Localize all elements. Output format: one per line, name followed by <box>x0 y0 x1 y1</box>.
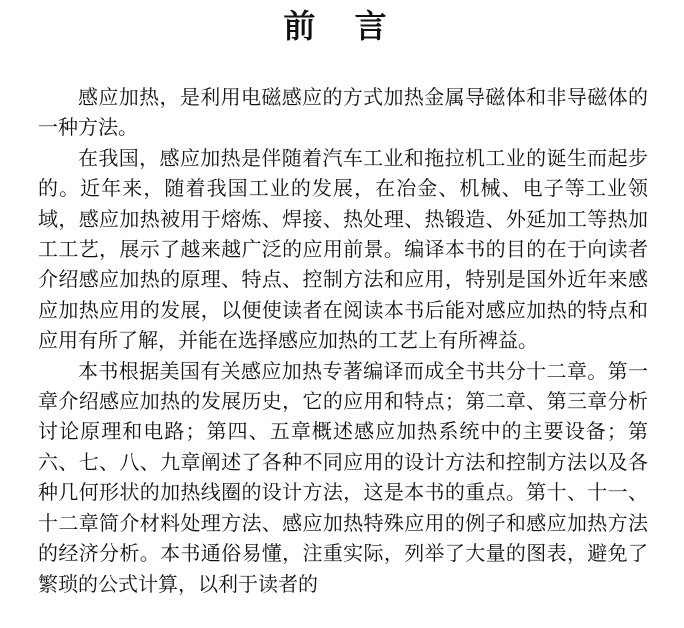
document-body <box>38 82 648 599</box>
paragraph-2: 在我国，感应加热是伴随着汽车工业和拖拉机工业的诞生而起步的。近年来，随着我国工业的发展，在冶金、机械、电子等工业领域，感应加热被用于熔炼、焊接、热处理、热锻造、外延加工等热加工工艺，展示了越来越广泛的应用前景。编译本书的目的在于向读者介绍感应加热的原理、特点、控制方法和应用，特别是国外近年来感应加热应用的发展，以便使读者在阅读本书后能对感应加热的特点和应用有所了解，并能在选择感应加热的工艺上有所裨益。 <box>38 145 648 353</box>
paragraph-1: 感应加热，是利用电磁感应的方式加热金属导磁体和非导磁体的一种方法。 <box>38 85 648 140</box>
paragraph-3: 本书根据美国有关感应加热专著编译而成全书共分十二章。第一章介绍感应加热的发展历史，它的应用和特点；第二章、第三章分析讨论原理和电路；第四、五章概述感应加热系统中的主要设备；第六、七、八、九章阐述了各种不同应用的设计方法和控制方法以及各种几何形状的加热线圈的设计方法，这是本书的重点。第十、十一、十二章简介材料处理方法、感应加热特殊应用的例子和感应加热方法的经济分析。本书通俗易懂，注重实际，列举了大量的图表，避免了繁琐的公式计算，以利于读者的 <box>38 358 648 596</box>
page-title: 前 言 <box>283 7 401 45</box>
